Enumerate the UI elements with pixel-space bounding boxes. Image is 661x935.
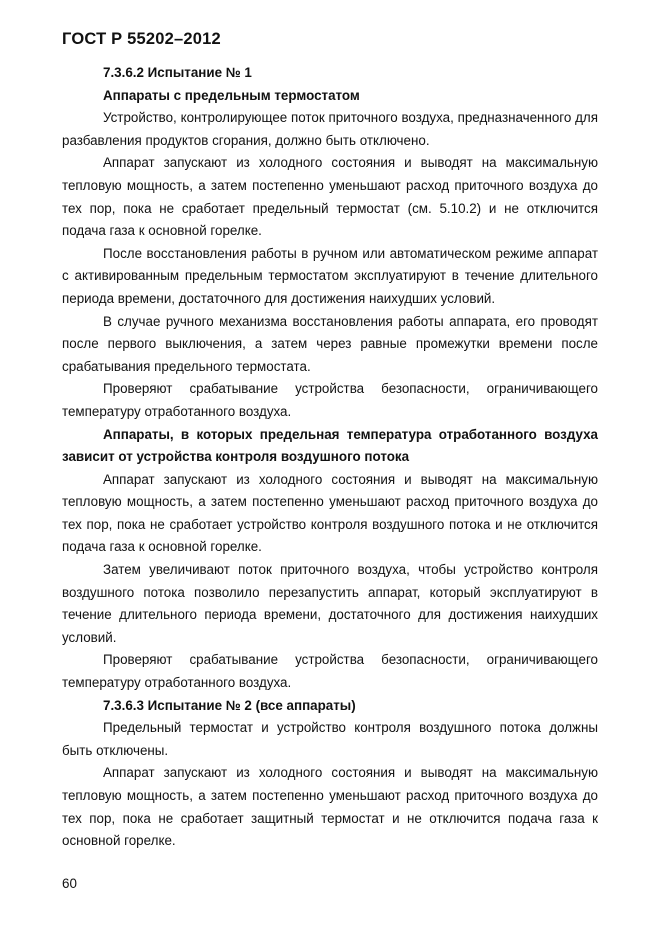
subheading-airflow-device-appliances: Аппараты, в которых предельная температура отработанного воздуха зависит от устройства контроля воздушного потока (62, 426, 598, 465)
paragraph: Устройство, контролирующее поток приточного воздуха, предназначенного для разбавления продуктов сгорания, должно быть отключено. (62, 110, 598, 148)
paragraph: В случае ручного механизма восстановления работы аппарата, его проводят после первого выключения, а затем через равные промежутки времени после срабатывания предельного термостата. (62, 313, 598, 374)
document-code-header: ГОСТ Р 55202–2012 (62, 30, 221, 48)
section-heading-7-3-6-3: 7.3.6.3 Испытание № 2 (все аппараты) (103, 697, 356, 713)
paragraph: Аппарат запускают из холодного состояния и выводят на максимальную тепловую мощность, а затем постепенно уменьшают расход приточного воздуха до тех пор, пока не сработает защитный термостат и не отключится подача газа к основной горелке. (62, 765, 598, 849)
paragraph: Аппарат запускают из холодного состояния и выводят на максимальную тепловую мощность, а затем постепенно уменьшают расход приточного воздуха до тех пор, пока не сработает предельный термостат (см. 5.10.2) и не отключится подача газа к основной горелке. (62, 155, 598, 239)
document-body (62, 60, 598, 853)
section-heading-7-3-6-2: 7.3.6.2 Испытание № 1 (103, 65, 252, 80)
paragraph: Проверяют срабатывание устройства безопасности, ограничивающего температуру отработанного воздуха. (62, 381, 598, 419)
paragraph: Предельный термостат и устройство контроля воздушного потока должны быть отключены. (62, 720, 598, 758)
paragraph: После восстановления работы в ручном или автоматическом режиме аппарат с активированным предельным термостатом эксплуатируют в течение длительного периода времени, достаточного для достижения наихудших условий. (62, 245, 598, 306)
paragraph: Аппарат запускают из холодного состояния и выводят на максимальную тепловую мощность, а затем постепенно уменьшают расход приточного воздуха до тех пор, пока не сработает устройство контроля воздушного потока и не отключится подача газа к основной горелке. (62, 471, 598, 555)
page-number: 60 (62, 876, 77, 891)
subheading-limit-thermostat-appliances: Аппараты с предельным термостатом (103, 87, 360, 103)
paragraph: Проверяют срабатывание устройства безопасности, ограничивающего температуру отработанного воздуха. (62, 652, 598, 691)
paragraph: Затем увеличивают поток приточного воздуха, чтобы устройство контроля воздушного потока позволило перезапустить аппарат, который эксплуатируют в течение длительного периода времени, достаточного для достижения наихудших условий. (62, 562, 598, 645)
